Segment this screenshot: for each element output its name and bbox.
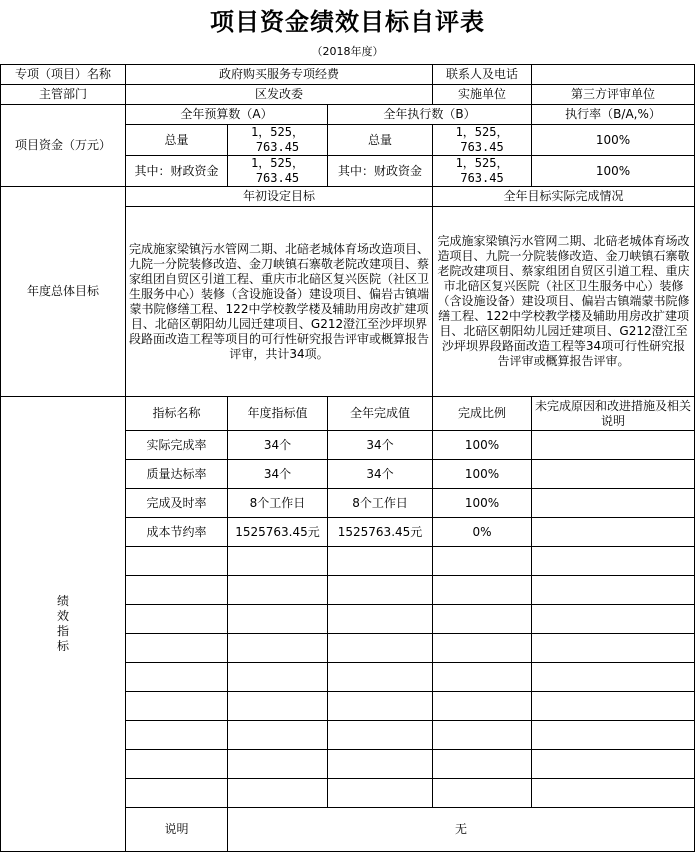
indicator-actual: 1525763.45元: [328, 518, 433, 547]
header-completion-ratio: 完成比例: [433, 397, 532, 431]
actual-goal-text: 完成施家梁镇污水管网二期、北碚老城体育场改造项目、九院一分院装修改造、金刀峡镇石寨敬老院改建项目、蔡家组团自贸区引道工程、重庆市北碚区复兴医院（社区卫生服务中心）装修（含设施设备）建设项目、偏岩古镇端蒙书院修缮工程、122中学校教学楼及辅助用房改扩建项目、北碚区朝阳幼儿园迁建项目、G212澄江至沙坪坝界段路面改造工程等34项可行性研究报告评审或概算报告评审。: [433, 207, 695, 397]
annual-goal-label: 年度总体目标: [1, 187, 126, 397]
indicator-ratio: 100%: [433, 460, 532, 489]
header-notes: 未完成原因和改进措施及相关说明: [532, 397, 695, 431]
funds-fiscal-label-2: 其中：财政资金: [328, 156, 433, 187]
remarks-label: 说明: [126, 808, 228, 852]
indicators-label-char: 标: [56, 639, 69, 653]
contact-label: 联系人及电话: [433, 65, 532, 85]
indicator-ratio: 0%: [433, 518, 532, 547]
funds-total-label: 总量: [126, 125, 228, 156]
indicator-target: 34个: [228, 431, 328, 460]
indicator-name: 质量达标率: [126, 460, 228, 489]
row-project-name: [1, 65, 695, 85]
indicators-label-char: 绩: [56, 594, 69, 608]
evaluation-table: [0, 64, 695, 852]
funds-fiscal-label: 其中：财政资金: [126, 156, 228, 187]
indicator-note: [532, 431, 695, 460]
indicator-target: 8个工作日: [228, 489, 328, 518]
header-indicator-name: 指标名称: [126, 397, 228, 431]
implementing-unit-label: 实施单位: [433, 85, 532, 105]
indicator-target: 34个: [228, 460, 328, 489]
actual-goal-header: 全年目标实际完成情况: [433, 187, 695, 207]
indicators-label: [1, 397, 126, 852]
indicators-label-char: 效: [56, 609, 69, 623]
implementing-unit-value: 第三方评审单位: [532, 85, 695, 105]
funds-label: 项目资金（万元）: [1, 105, 126, 187]
indicator-actual: 34个: [328, 431, 433, 460]
funds-fiscal-budget: 1，525，763.45: [228, 156, 328, 187]
indicator-name: 成本节约率: [126, 518, 228, 547]
header-annual-actual: 全年完成值: [328, 397, 433, 431]
execution-rate-header: 执行率（B/A,%）: [532, 105, 695, 125]
indicator-ratio: 100%: [433, 431, 532, 460]
department-label: 主管部门: [1, 85, 126, 105]
planned-goal-text: 完成施家梁镇污水管网二期、北碚老城体育场改造项目、九院一分院装修改造、金刀峡镇石寨敬老院改建项目、蔡家组团自贸区引道工程、重庆市北碚区复兴医院（社区卫生服务中心）装修（含设施设备）建设项目、偏岩古镇端蒙书院修缮工程、122中学校教学楼及辅助用房改扩建项目、北碚区朝阳幼儿园迁建项目、G212澄江至沙坪坝界段路面改造工程等项目的可行性研究报告评审或概算报告评审，共计34项。: [126, 207, 433, 397]
funds-fiscal-rate: 100%: [532, 156, 695, 187]
project-name-value: 政府购买服务专项经费: [126, 65, 433, 85]
indicator-actual: 34个: [328, 460, 433, 489]
indicator-ratio: 100%: [433, 489, 532, 518]
indicator-note: [532, 518, 695, 547]
indicator-target: 1525763.45元: [228, 518, 328, 547]
indicator-name: 实际完成率: [126, 431, 228, 460]
department-value: 区发改委: [126, 85, 433, 105]
funds-total-label-2: 总量: [328, 125, 433, 156]
header-annual-target: 年度指标值: [228, 397, 328, 431]
funds-fiscal-execution: 1，525，763.45: [433, 156, 532, 187]
planned-goal-header: 年初设定目标: [126, 187, 433, 207]
project-name-label: 专项（项目）名称: [1, 65, 126, 85]
row-indicator-header: [1, 397, 695, 431]
form-year: （2018年度）: [311, 45, 384, 58]
contact-value: [532, 65, 695, 85]
indicator-note: [532, 460, 695, 489]
row-goal-header: [1, 187, 695, 207]
budget-header: 全年预算数（A）: [126, 105, 328, 125]
row-department: [1, 85, 695, 105]
funds-total-budget: 1，525，763.45: [228, 125, 328, 156]
indicators-label-char: 指: [56, 624, 69, 638]
indicator-note: [532, 489, 695, 518]
remarks-value: 无: [228, 808, 695, 852]
funds-total-execution: 1，525，763.45: [433, 125, 532, 156]
row-funds-header: [1, 105, 695, 125]
indicator-name: 完成及时率: [126, 489, 228, 518]
indicator-actual: 8个工作日: [328, 489, 433, 518]
execution-header: 全年执行数（B）: [328, 105, 532, 125]
funds-total-rate: 100%: [532, 125, 695, 156]
form-title: 项目资金绩效目标自评表: [210, 6, 485, 36]
